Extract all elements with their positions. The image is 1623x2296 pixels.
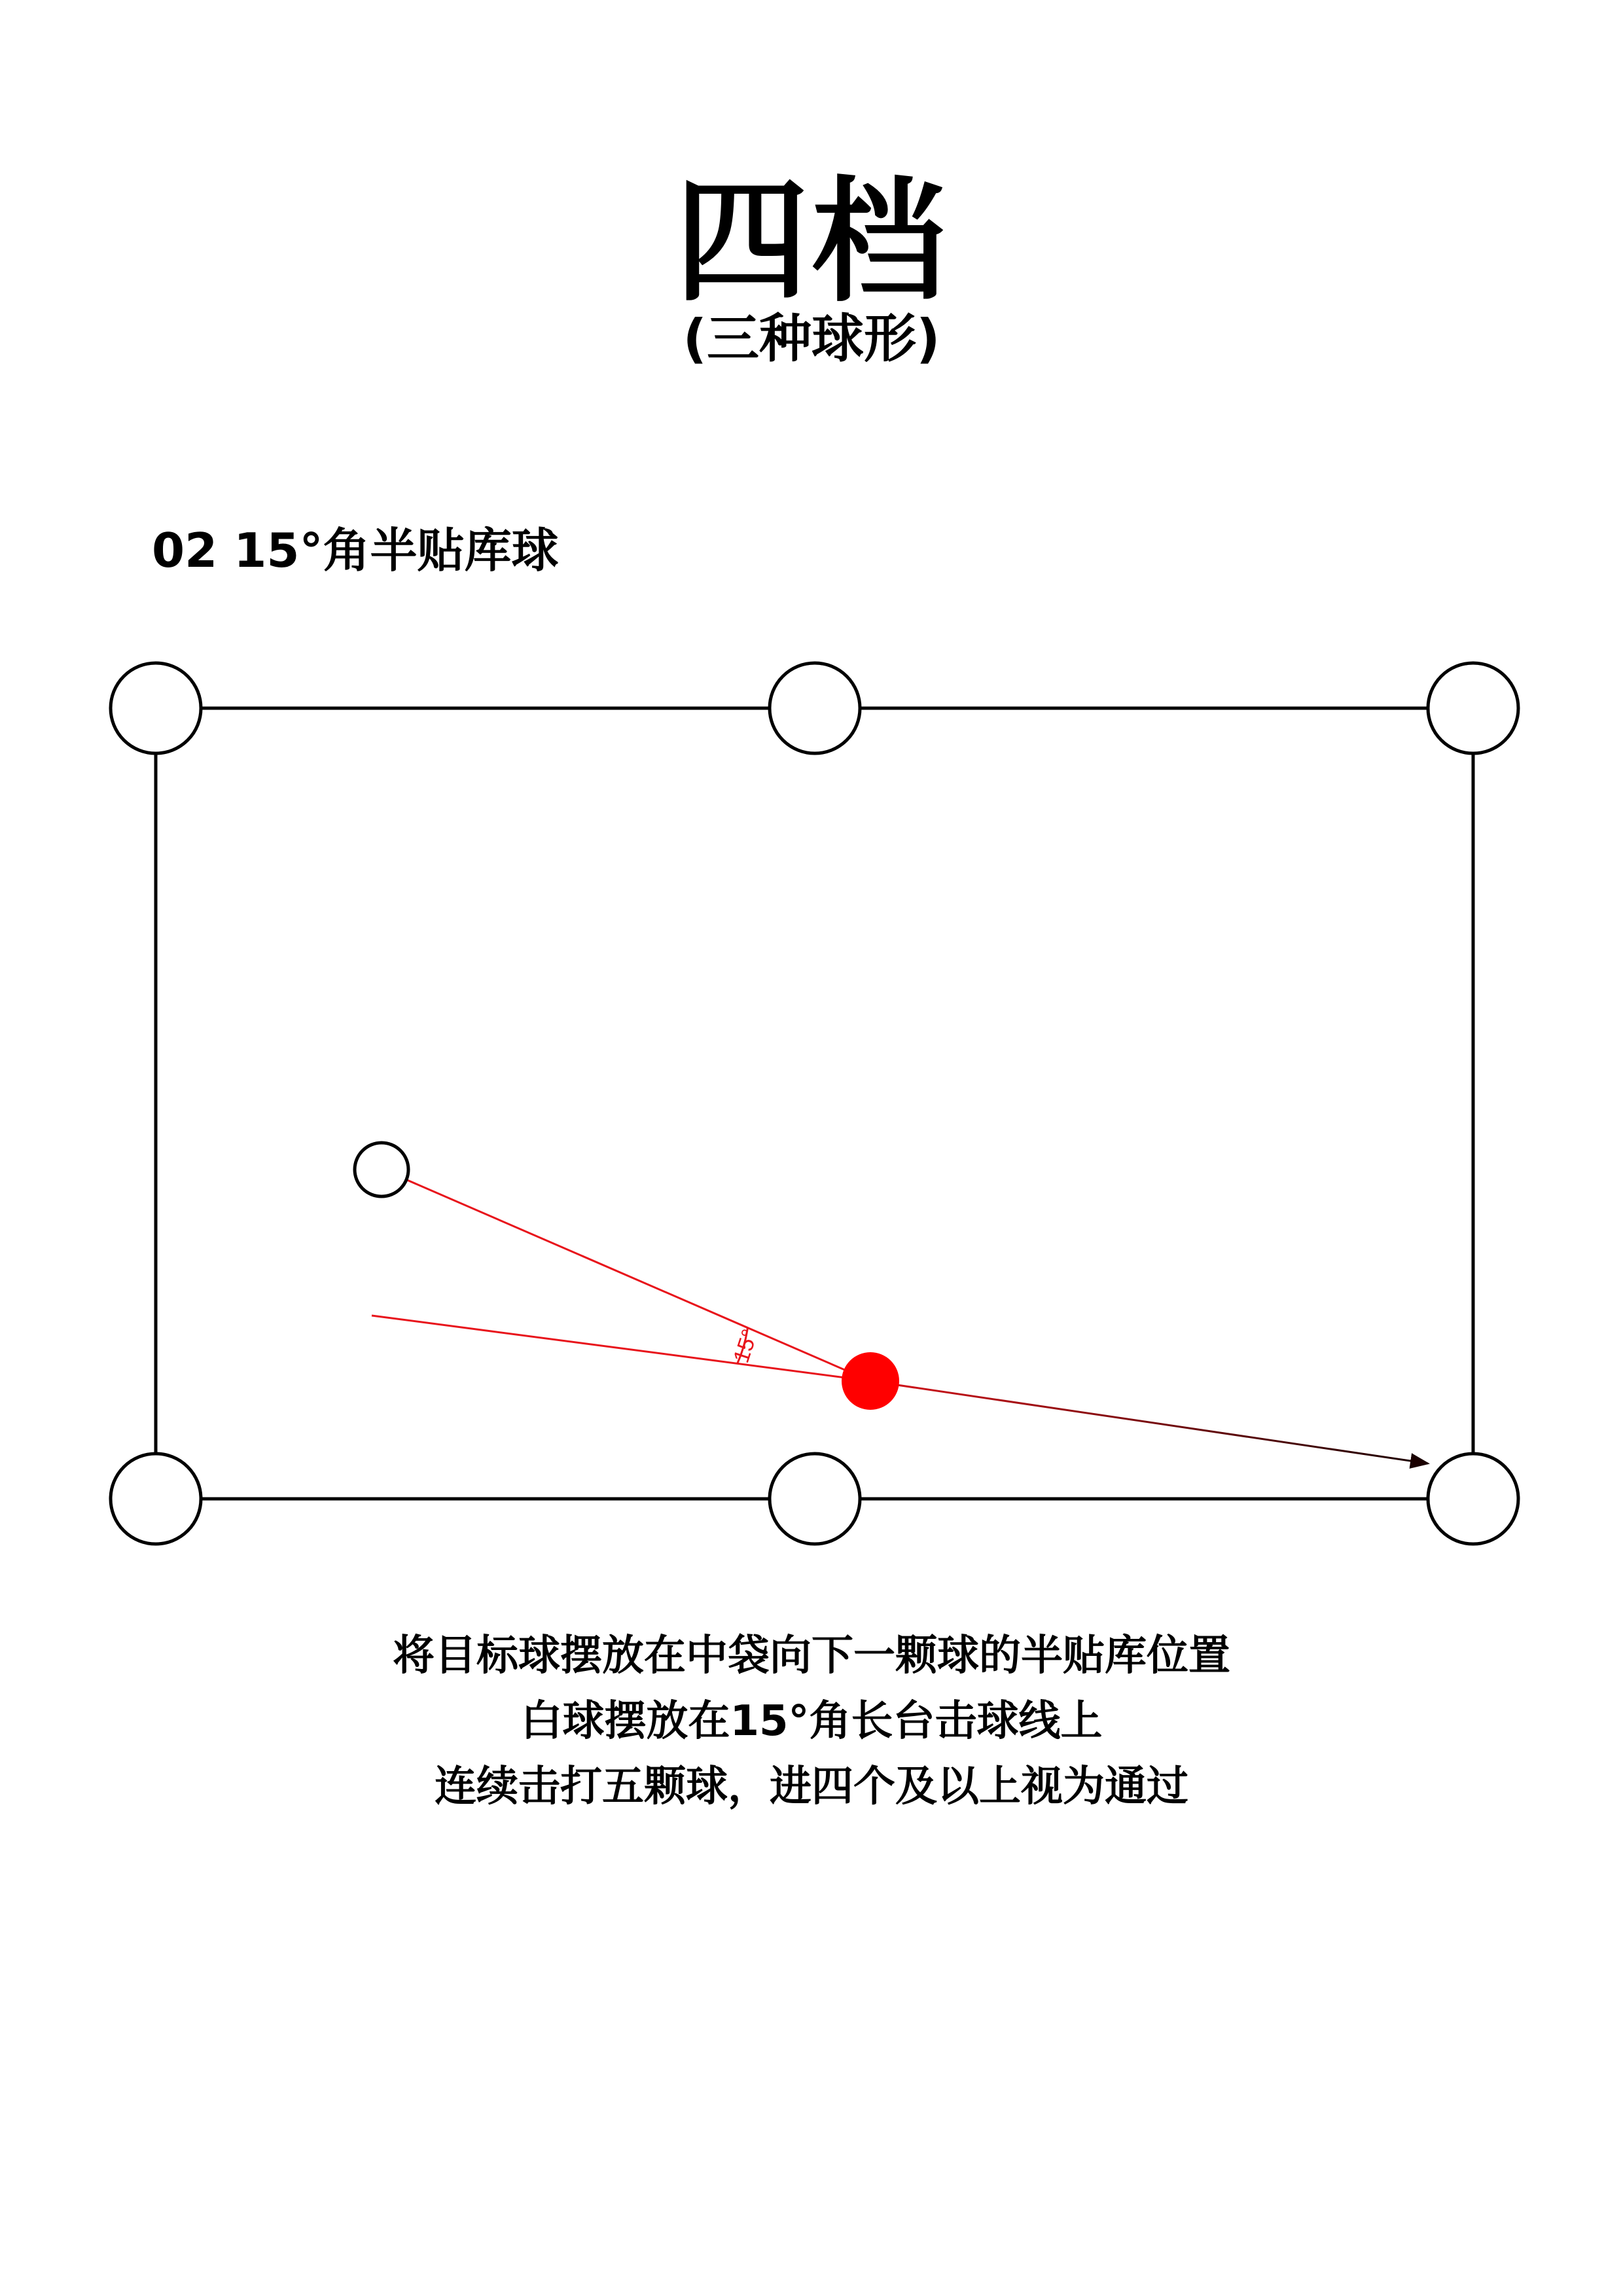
instructions xyxy=(0,1623,1623,1820)
instruction-line: 连续击打五颗球，进四个及以上视为通过 xyxy=(435,1763,1188,1811)
page-subtitle: (三种球形) xyxy=(683,308,940,369)
cue-ball xyxy=(355,1143,408,1196)
instruction-line: 将目标球摆放在中袋向下一颗球的半贴库位置 xyxy=(393,1632,1230,1680)
pocket-bottom-middle xyxy=(770,1454,860,1544)
page-title: 四档 xyxy=(675,164,948,320)
pocket-top-left xyxy=(111,663,201,753)
pocket-top-right xyxy=(1428,663,1518,753)
object-ball-path xyxy=(870,1381,1428,1463)
pocket-bottom-left xyxy=(111,1454,201,1544)
drill-heading: 02 15°角半贴库球 xyxy=(152,523,559,578)
pocket-top-middle xyxy=(770,663,860,753)
pocket-bottom-right xyxy=(1428,1454,1518,1544)
object-ball xyxy=(842,1352,899,1410)
angle-label: 15° xyxy=(728,1326,763,1366)
instruction-line: 白球摆放在15°角长台击球线上 xyxy=(520,1697,1103,1746)
